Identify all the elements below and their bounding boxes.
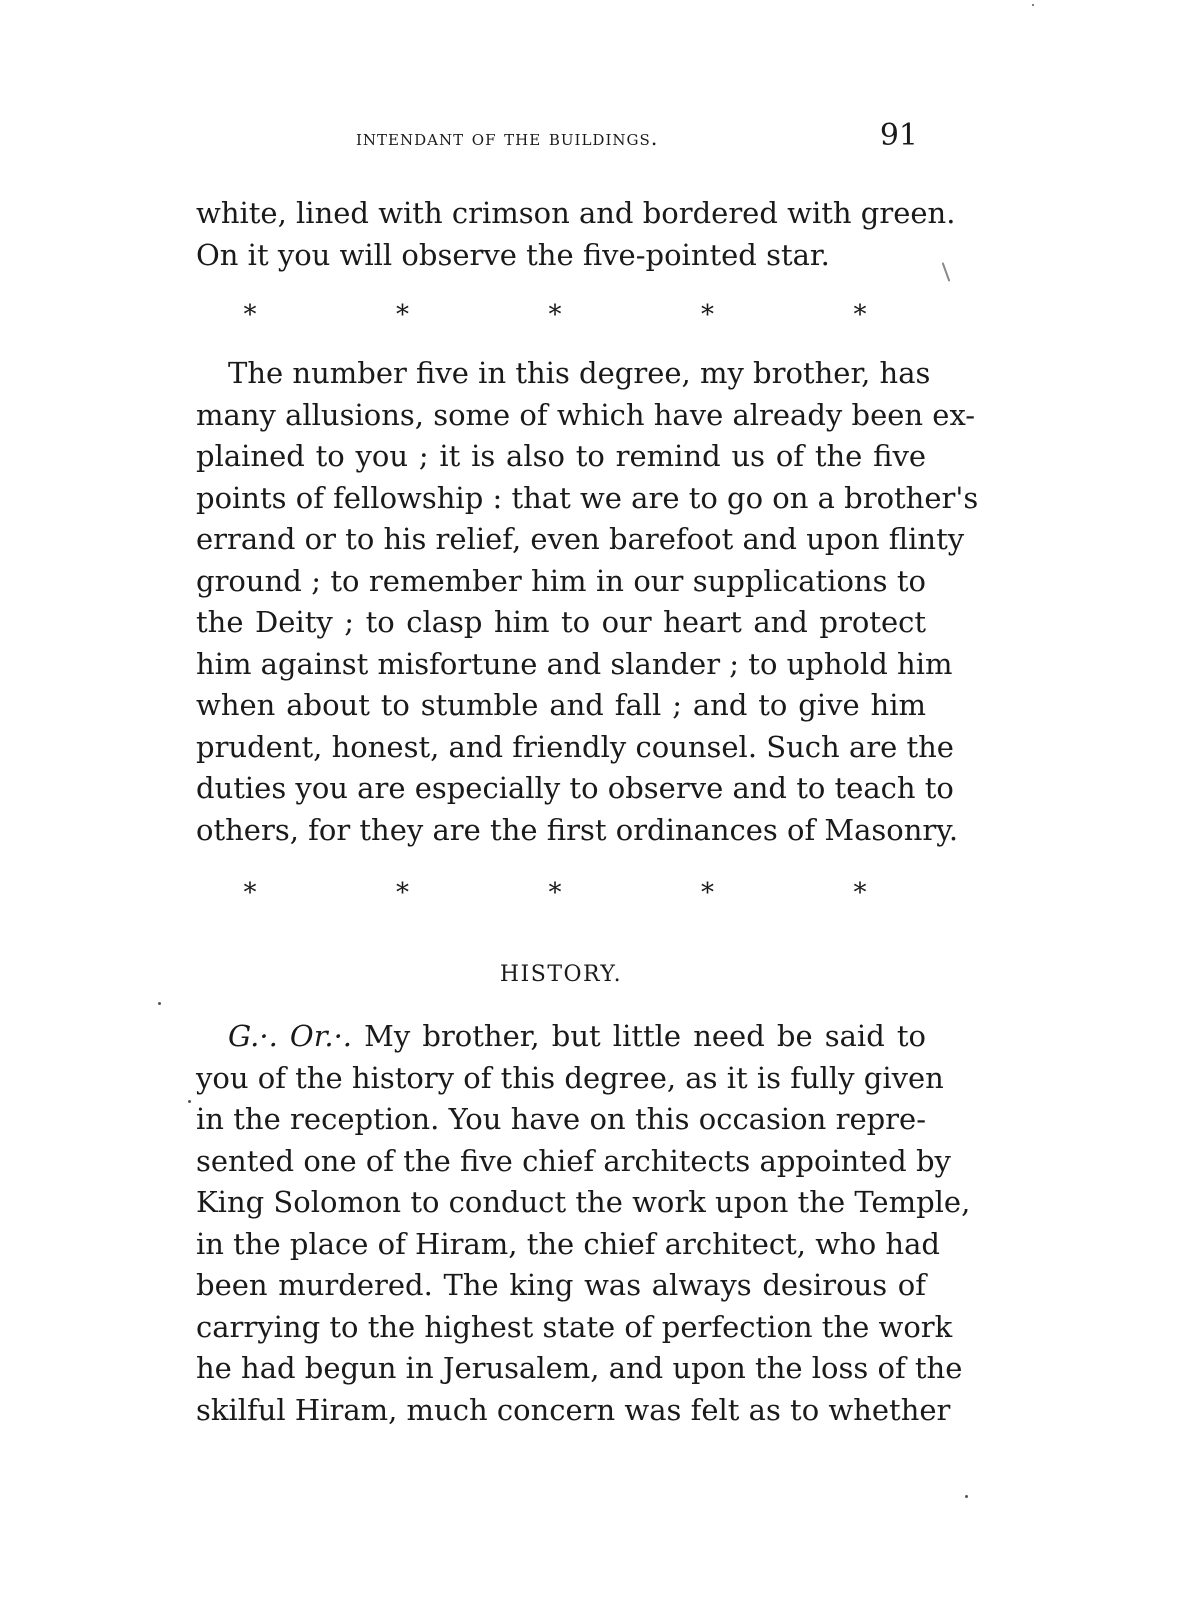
text-line: prudent, honest, and friendly counsel. Such are the	[196, 729, 954, 764]
separator-star: *	[548, 878, 562, 908]
text-line: you of the history of this degree, as it is fully given	[196, 1060, 944, 1095]
star-separator-2	[230, 878, 880, 908]
separator-star: *	[396, 300, 409, 330]
running-title: intendant of the buildings.	[356, 126, 659, 150]
text-line: white, lined with crimson and bordered with green.	[196, 196, 956, 230]
paper-speck	[942, 262, 951, 281]
paper-speck	[188, 1100, 191, 1103]
text-line: when about to stumble and fall ; and to give him	[196, 688, 926, 722]
text-line: The number five in this degree, my brother, has	[228, 356, 931, 390]
text-line: sented one of the five chief architects appointed by	[196, 1143, 951, 1178]
text-line: ground ; to remember him in our supplications to	[196, 563, 926, 598]
paragraph-1	[196, 193, 956, 276]
paper-speck	[965, 1495, 968, 1498]
text-line: he had begun in Jerusalem, and upon the loss of the	[196, 1351, 963, 1385]
paper-speck	[158, 1002, 161, 1005]
text-line: On it you will observe the five-pointed star.	[196, 237, 830, 272]
separator-star: *	[853, 300, 867, 330]
star-separator-1	[230, 300, 880, 330]
text-line: carrying to the highest state of perfection the work	[196, 1309, 953, 1344]
paragraph-2	[196, 353, 979, 851]
section-heading: HISTORY.	[499, 962, 623, 987]
text-line: in the place of Hiram, the chief architect, who had	[196, 1226, 940, 1261]
separator-star: *	[243, 300, 257, 330]
text-line: duties you are especially to observe and to teach to	[196, 771, 954, 805]
separator-star: *	[396, 878, 409, 908]
text-line: in the reception. You have on this occasion repre-	[196, 1102, 926, 1136]
text-line: plained to you ; it is also to remind us of the five	[196, 439, 926, 473]
text-line: been murdered. The king was always desirous of	[196, 1268, 926, 1302]
text-line: many allusions, some of which have already been ex-	[196, 397, 976, 432]
separator-star: *	[548, 300, 562, 330]
separator-star: *	[701, 878, 714, 908]
text-line: points of fellowship : that we are to go on a brother's	[196, 480, 979, 515]
text-line: the Deity ; to clasp him to our heart and protect	[196, 605, 926, 639]
separator-star: *	[701, 300, 714, 330]
paragraph-3	[196, 1016, 971, 1431]
first-line-text: My brother, but little need be said to	[364, 1019, 927, 1053]
text-line: errand or to his relief, even barefoot and upon flinty	[196, 522, 965, 556]
text-line: him against misfortune and slander ; to uphold him	[196, 646, 953, 681]
page-number: 91	[879, 118, 918, 153]
text-line: skilful Hiram, much concern was felt as to whether	[196, 1392, 951, 1427]
separator-star: *	[243, 878, 257, 908]
speaker-abbreviation: G.·. Or.·.	[228, 1019, 353, 1053]
paper-speck	[1032, 4, 1034, 6]
text-line: King Solomon to conduct the work upon the Temple,	[196, 1185, 971, 1219]
running-head	[196, 118, 926, 158]
separator-star: *	[853, 878, 867, 908]
text-line: others, for they are the first ordinances of Masonry.	[196, 812, 959, 847]
text-line-first	[196, 1016, 926, 1058]
